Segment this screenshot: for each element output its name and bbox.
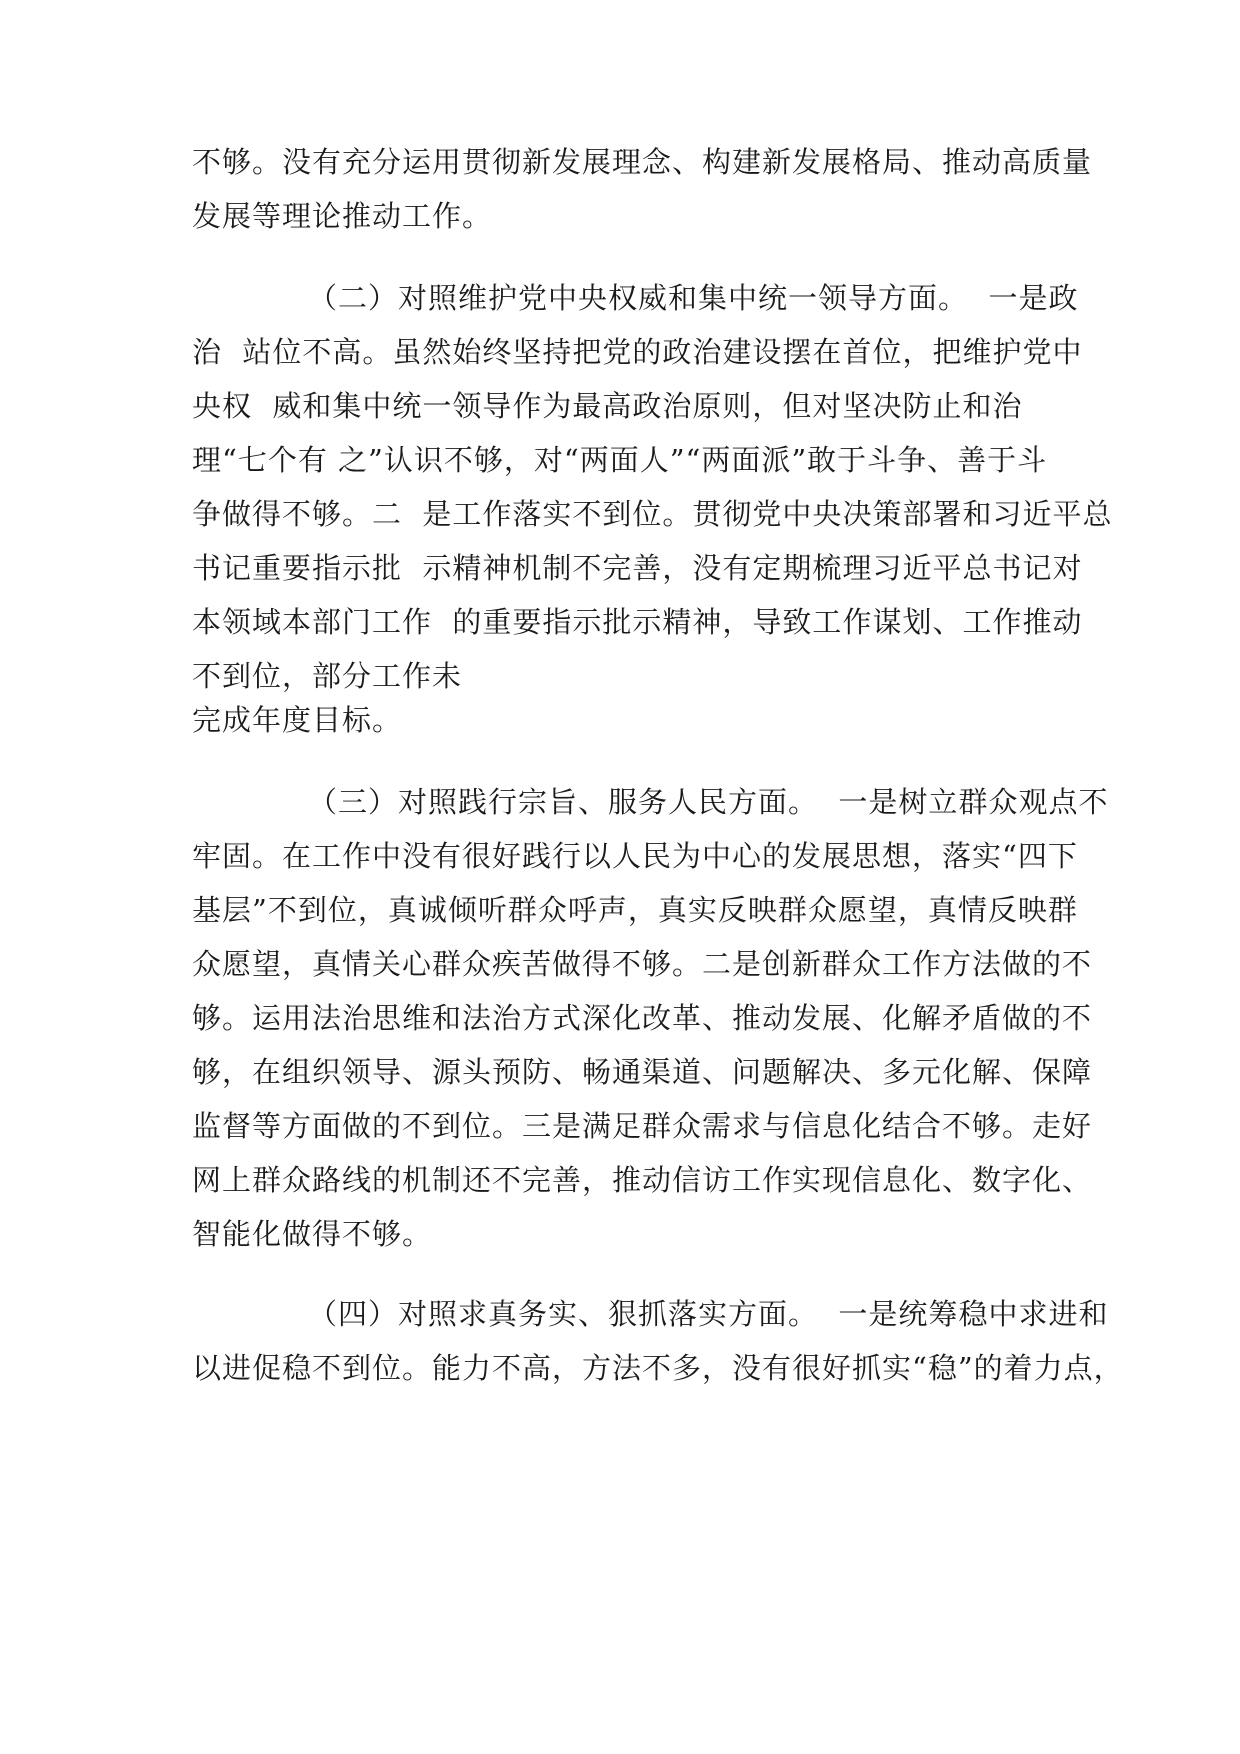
section-heading-line: （二）对照维护党中央权威和集中统一领导方面。 一是政 [308,281,1079,315]
text-line: 网上群众路线的机制还不完善，推动信访工作实现信息化、数字化、 [192,1163,1093,1197]
text-line: 以进促稳不到位。能力不高，方法不多，没有很好抓实“稳”的着力点， [192,1351,1124,1385]
text-line: 理“七个有 之”认识不够，对“两面人”“两面派”敢于斗争、善于斗 [192,443,1048,477]
text-line: 发展等理论推动工作。 [192,199,493,233]
text-line: 够。运用法治思维和法治方式深化改革、推动发展、化解矛盾做的不 [192,1001,1093,1035]
text-line: 众愿望，真情关心群众疾苦做得不够。二是创新群众工作方法做的不 [192,947,1093,981]
text-line: 智能化做得不够。 [192,1217,433,1251]
text-line: 够，在组织领导、源头预防、畅通渠道、问题解决、多元化解、保障 [192,1055,1093,1089]
text-line: 监督等方面做的不到位。三是满足群众需求与信息化结合不够。走好 [192,1109,1093,1143]
text-line: 完成年度目标。 [192,703,403,737]
text-line: 央权 威和集中统一领导作为最高政治原则，但对坚决防止和治 [192,389,1023,423]
section-heading-line: （三）对照践行宗旨、服务人民方面。 一是树立群众观点不 [308,785,1109,819]
text-line: 争做得不够。二 是工作落实不到位。贯彻党中央决策部署和习近平总 [192,497,1113,531]
text-line: 不够。没有充分运用贯彻新发展理念、构建新发展格局、推动高质量 [192,145,1093,179]
text-line: 基层”不到位，真诚倾听群众呼声，真实反映群众愿望，真情反映群 [192,893,1078,927]
text-line: 不到位，部分工作未 [192,659,463,693]
text-line: 本领域本部门工作 的重要指示批示精神，导致工作谋划、工作推动 [192,605,1083,639]
text-line: 牢固。在工作中没有很好践行以人民为中心的发展思想，落实“四下 [192,839,1078,873]
text-line: 治 站位不高。虽然始终坚持把党的政治建设摆在首位，把维护党中 [192,335,1083,369]
section-heading-line: （四）对照求真务实、狠抓落实方面。 一是统筹稳中求进和 [308,1297,1109,1331]
text-line: 书记重要指示批 示精神机制不完善，没有定期梳理习近平总书记对 [192,551,1083,585]
